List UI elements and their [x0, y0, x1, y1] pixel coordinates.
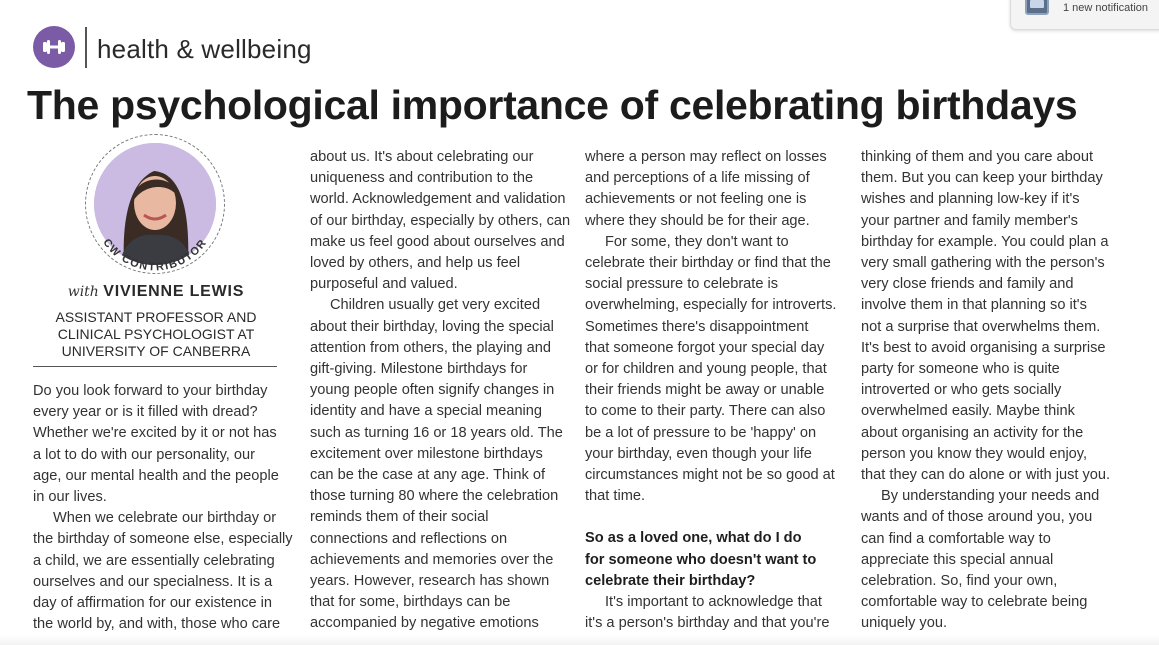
text-line: When we celebrate our birthday or [53, 510, 277, 527]
notification-text: 1 new notification [1063, 2, 1148, 14]
text-line: their friends might be away or unable [585, 382, 825, 399]
text-line: and perceptions of a life missing of [585, 170, 810, 187]
text-line: accompanied by negative emotions [310, 615, 539, 632]
text-line: Whether we're excited by it or not has [33, 425, 277, 442]
text-line: By understanding your needs and [881, 488, 1100, 505]
text-line: it's a person's birthday and that you're [585, 615, 830, 632]
bio-divider [33, 366, 277, 367]
text-line: be a lot of pressure to be 'happy' on [585, 424, 817, 441]
byline-prefix: with [67, 284, 99, 300]
text-line: celebrate their birthday or find that the [585, 255, 831, 272]
text-line: the world by, and with, those who care [33, 616, 281, 633]
contributor-name: VIVIENNE LEWIS [103, 283, 245, 300]
text-line: reminds them of their social [310, 509, 489, 526]
text-line: about their birthday, loving the special [310, 318, 554, 335]
text-line: of our birthday, especially by others, can [310, 212, 571, 229]
text-line: appreciate this special annual [861, 551, 1054, 568]
text-line: every year or is it filled with dread? [33, 404, 258, 421]
text-line: a lot to do with our personality, our [33, 446, 255, 463]
text-line: them. But you can keep your birthday [861, 170, 1103, 187]
text-line: circumstances might not be so good at [585, 467, 835, 484]
text-line: uniqueness and contribution to the [310, 170, 534, 187]
text-line: ourselves and our specialness. It is a [33, 573, 273, 590]
contributor-role [33, 309, 279, 360]
article-column-4 [861, 147, 1110, 635]
text-line: loved by others, and help us feel [310, 255, 521, 272]
svg-text:CW CONTRIBUTOR [100, 237, 209, 274]
article-headline: The psychological importance of celebrating birthdays [27, 82, 1078, 128]
text-line: It's best to avoid organising a surprise [861, 339, 1106, 356]
text-line: or for children and young people, that [585, 361, 827, 378]
text-line: connections and reflections on [310, 530, 508, 547]
notification-toast[interactable] [1010, 0, 1159, 30]
text-line: Sometimes there's disappointment [585, 318, 809, 335]
text-line: can find a comfortable way to [861, 530, 1051, 547]
text-line: involve them in that planning so it's [861, 297, 1087, 314]
text-line: For some, they don't want to [605, 233, 789, 250]
text-line: purposeful and valued. [310, 276, 458, 293]
text-line: young people often signify changes in [310, 382, 555, 399]
text-line: party for someone who is quite [861, 361, 1060, 378]
byline [33, 283, 279, 301]
text-line: not a surprise that overwhelms them. [861, 318, 1101, 335]
contributor-badge-label: CW CONTRIBUTOR [100, 236, 210, 274]
article-column-3 [585, 147, 836, 634]
text-line: excitement over milestone birthdays [310, 445, 543, 462]
role-line: CLINICAL PSYCHOLOGIST AT [57, 326, 255, 342]
text-line: It's important to acknowledge that [605, 594, 822, 611]
text-line: very small gathering with the person's [861, 255, 1105, 272]
notification-app-icon [1025, 0, 1049, 15]
text-line: overwhelmed easily. Maybe think [861, 403, 1075, 420]
subheading-line: celebrate their birthday? [585, 572, 756, 589]
text-line: very close friends and family and [861, 276, 1074, 293]
text-line: that they can do alone or with just you. [861, 467, 1111, 484]
text-line: comfortable way to celebrate being [861, 594, 1088, 611]
text-line: that time. [585, 488, 646, 505]
text-line: birthday for example. You could plan a [861, 233, 1109, 250]
text-line: thinking of them and you care about [861, 149, 1094, 165]
text-line: a child, we are essentially celebrating [33, 552, 275, 569]
text-line: your partner and family member's [861, 212, 1078, 229]
text-line: achievements and memories over the [310, 551, 554, 568]
text-line: identity and have a special meaning [310, 403, 543, 420]
text-line: the birthday of someone else, especially [33, 531, 293, 548]
text-line: social pressure to celebrate is [585, 276, 779, 293]
text-line: can be the case at any age. Think of [310, 467, 546, 484]
paragraph-gap [585, 507, 836, 528]
text-line: day of affirmation for our existence in [33, 595, 273, 612]
text-line: world. Acknowledgement and validation [310, 191, 566, 208]
contributor-badge [75, 124, 235, 284]
text-line: about us. It's about celebrating our [310, 149, 534, 165]
role-line: ASSISTANT PROFESSOR AND [55, 309, 257, 325]
text-line: that someone forgot your special day [585, 339, 825, 356]
text-line: your birthday, even though your life [585, 445, 812, 462]
text-line: that for some, birthdays can be [310, 594, 511, 611]
text-line: where a person may reflect on losses [585, 149, 827, 165]
header-divider [85, 27, 87, 68]
text-line: make us feel good about ourselves and [310, 233, 565, 250]
text-line: Do you look forward to your birthday [33, 383, 268, 399]
text-line: achievements or not feeling one is [585, 191, 807, 208]
text-line: overwhelming, especially for introverts. [585, 297, 837, 314]
text-line: introverted or who gets socially [861, 382, 1062, 399]
text-line: attention from others, the playing and [310, 339, 551, 356]
text-line: Children usually get very excited [330, 297, 541, 314]
article-column-2 [310, 147, 570, 635]
subheading-line: So as a loved one, what do I do [585, 530, 802, 547]
subheading-line: for someone who doesn't want to [585, 551, 817, 568]
text-line: such as turning 16 or 18 years old. The [310, 424, 563, 441]
text-line: those turning 80 where the celebration [310, 488, 559, 505]
text-line: to come to their party. There can also [585, 403, 826, 420]
text-line: years. However, research has shown [310, 573, 550, 590]
text-line: person you know they would enjoy, [861, 445, 1088, 462]
article-column-1 [33, 381, 293, 635]
role-line: UNIVERSITY OF CANBERRA [61, 343, 251, 359]
text-line: wants and of those around you, you [861, 509, 1093, 526]
dumbbell-icon [33, 26, 75, 68]
section-title: health & wellbeing [97, 34, 312, 64]
text-line: age, our mental health and the people [33, 467, 279, 484]
text-line: wishes and planning low-key if it's [861, 191, 1080, 208]
text-line: in our lives. [33, 489, 107, 506]
text-line: where they should be for their age. [585, 212, 810, 229]
text-line: uniquely you. [861, 615, 948, 632]
text-line: about organising an activity for the [861, 424, 1084, 441]
text-line: gift-giving. Milestone birthdays for [310, 361, 528, 378]
text-line: celebration. So, find your own, [861, 573, 1058, 590]
